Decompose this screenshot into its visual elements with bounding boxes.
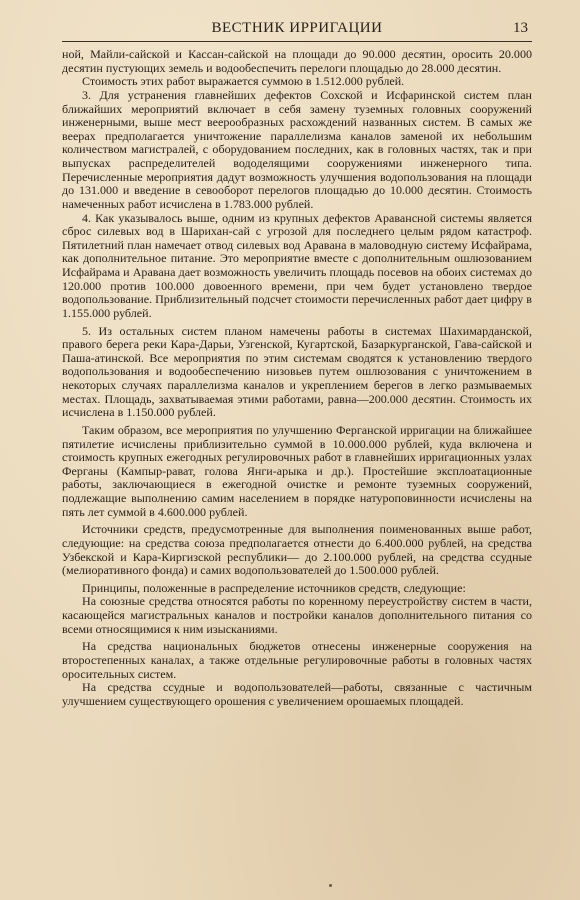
paragraph-cost-total: Стоимость этих работ выражается суммою в 1.512.000 рублей. (82, 74, 405, 89)
running-title: ВЕСТНИК ИРРИГАЦИИ (211, 20, 383, 36)
paragraph-item-3: 3. Для устранения главнейших дефектов Сохской и Исфаринской систем план ближайших мероприятий включает в себя замену туземных головных сооружений инженерными, выше мест веерообразных расхождений названных систем. В самых же веерах предполагается уничтожение параллелизма каналов заменой их небольшим количеством магистралей, с оборудованием последних, как в головных частях, так и при выпусках распределителей вододелящими сооружениями инженерного типа. Перечисленные мероприятия дадут возможность улучшения водопользования на площади до 131.000 и введение в севооборот перелогов площадью до 10.000 десятин. Стоимость намеченных работ исчислена в 1.783.000 рублей. (62, 87, 532, 211)
paragraph-loan-funds: На средства ссудные и водопользователей—работы, связанные с частичным улучшением существующего орошения с увеличением орошаемых площадей. (62, 680, 532, 708)
paper-speck (329, 884, 332, 887)
paragraph-summary: Таким образом, все мероприятия по улучшению Ферганской ирригации на ближайшее пятилетие исчислены приблизительно суммой в 10.000.000 рублей, куда включена и стоимость крупных ежегодных регулировочных работ в главнейших ирригационных узлах Ферганы (Кампыр-рават, голова Янги-арыка и др.). Простейшие эксплоатационные работы, заключающиеся в ежегодной очистке и ремонте туземных сооружений, подлежащие выполнению самим населением в порядке натуроповинности исчислены на пять лет суммой в 4.600.000 рублей. (62, 422, 532, 519)
page-number: 13 (513, 20, 528, 36)
paragraph-union-funds: На союзные средства относятся работы по коренному переустройству систем в части, касающейся магистральных каналов и постройки каналов дополнительного питания со всеми относящимися к ним изысканиями. (62, 594, 532, 636)
header-rule (62, 41, 532, 42)
paragraph-continuation: ной, Майли-сайской и Кассан-сайской на площади до 90.000 десятин, оросить 20.000 десятин пустующих земель и водообеспечить перелоги площадью до 28.000 десятин. (62, 47, 532, 75)
paragraph-national-budgets: На средства национальных бюджетов отнесены инженерные сооружения на второстепенных каналах, а также отдельные регулировочные работы в головных частях оросительных систем. (62, 639, 532, 681)
paragraph-item-4: 4. Как указывалось выше, одним из крупных дефектов Аравансной системы является сброс силевых вод в Шарихан-сай с угрозой для последнего целым рядом катастроф. Пятилетний план намечает отвод силевых вод Аравана в маловодную систему Исфайрама, как дополнительное питание. Это мероприятие вместе с дополнительным ошлюзованием Исфайрама и Аравана дает возможность увеличить площадь посевов на обоих системах до 120.000 против 100.000 довоенного времени, при чем будет установлено твердое водопользование. Приблизительный подсчет стоимости перечисленных работ дает цифру в 1.155.000 рублей. (62, 210, 532, 320)
paragraph-item-5: 5. Из остальных систем планом намечены работы в системах Шахимарданской, правого берега реки Кара-Дарьи, Узгенской, Кугартской, Базаркурганской, Гава-сайской и Паша-атинской. Все мероприятия по этим системам сводятся к установлению твердого водопользования и водообеспечению низовьев путем ошлюзования с уничтожением в некоторых случаях параллелизма каналов и укреплением берегов в легко размываемых местах. Площадь, захватываемая этими работами, равна—200.000 десятин. Стоимость их исчислена в 1.150.000 рублей. (62, 323, 532, 420)
page-header (62, 0, 532, 46)
document-page (62, 0, 532, 708)
paragraph-funding-sources: Источники средств, предусмотренные для выполнения поименованных выше работ, следующие: на средства союза предполагается отнести до 6.400.000 рублей, на средства Узбекской и Кара-Киргизской республики— до 2.100.000 рублей, на средства ссудные (мелиоративного фонда) и самих водопользователей до 1.500.000 рублей. (62, 522, 532, 578)
body-text (62, 48, 532, 708)
paragraph-principles: Принципы, положенные в распределение источников средств, следующие: (82, 580, 466, 595)
